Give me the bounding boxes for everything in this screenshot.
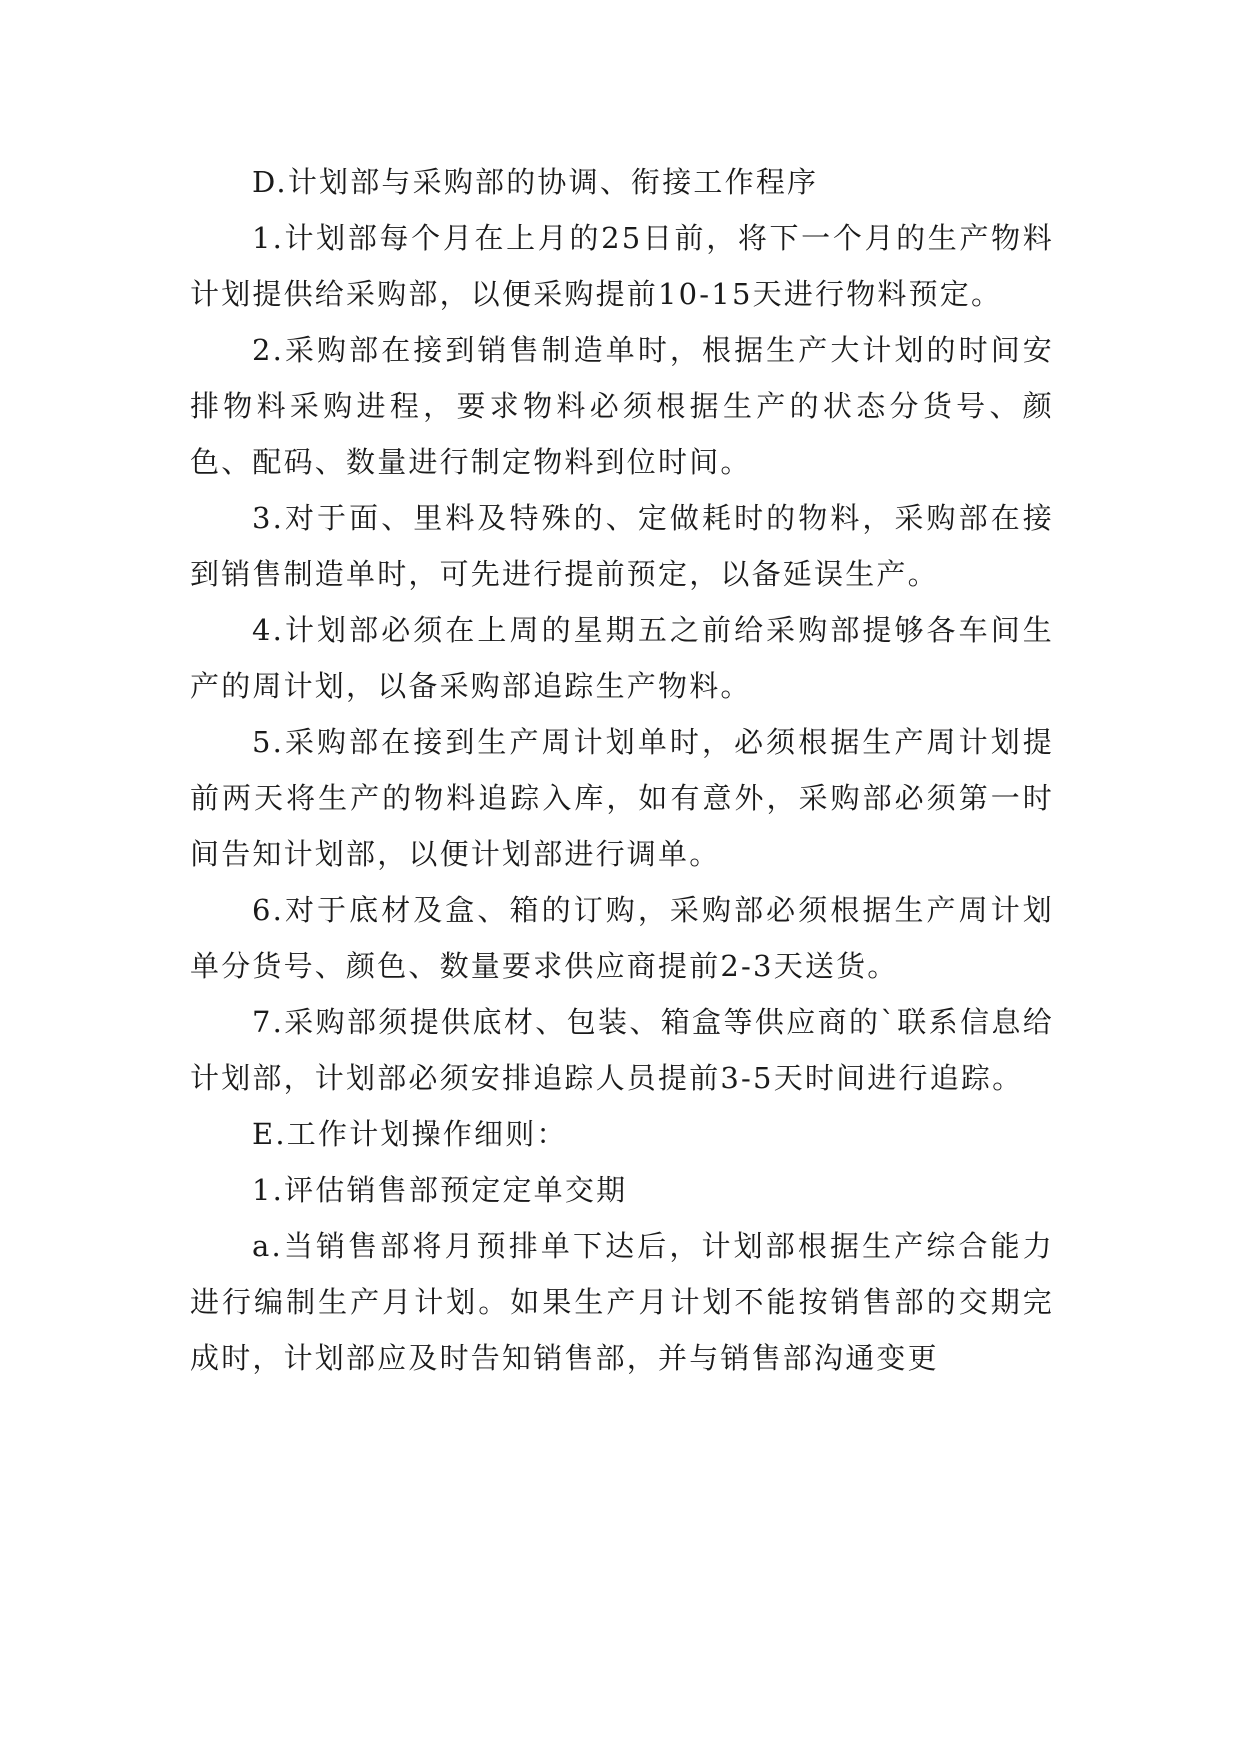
d-item-5: 5.采购部在接到生产周计划单时，必须根据生产周计划提前两天将生产的物料追踪入库，如有意外，采购部必须第一时间告知计划部，以便计划部进行调单。 [190,725,1054,871]
e-item-a: a.当销售部将月预排单下达后，计划部根据生产综合能力进行编制生产月计划。如果生产月计划不能按销售部的交期完成时，计划部应及时告知销售部，并与销售部沟通变更 [190,1229,1054,1375]
d-item-6: 6.对于底材及盒、箱的订购，采购部必须根据生产周计划单分货号、颜色、数量要求供应商提前2-3天送货。 [190,893,1054,983]
d-item-1: 1.计划部每个月在上月的25日前，将下一个月的生产物料计划提供给采购部，以便采购提前10-15天进行物料预定。 [190,221,1054,311]
section-e-heading: E.工作计划操作细则： [252,1117,568,1151]
section-d-heading: D.计划部与采购部的协调、衔接工作程序 [252,165,819,199]
d-item-3: 3.对于面、里料及特殊的、定做耗时的物料，采购部在接到销售制造单时，可先进行提前预定，以备延误生产。 [190,501,1054,591]
d-item-2: 2.采购部在接到销售制造单时，根据生产大计划的时间安排物料采购进程，要求物料必须根据生产的状态分货号、颜色、配码、数量进行制定物料到位时间。 [190,333,1054,479]
d-item-7: 7.采购部须提供底材、包装、箱盒等供应商的`联系信息给计划部，计划部必须安排追踪人员提前3-5天时间进行追踪。 [190,1005,1054,1095]
document-body [190,154,1054,1386]
e-sub-heading: 1.评估销售部预定定单交期 [252,1173,628,1207]
d-item-4: 4.计划部必须在上周的星期五之前给采购部提够各车间生产的周计划，以备采购部追踪生产物料。 [190,613,1054,703]
